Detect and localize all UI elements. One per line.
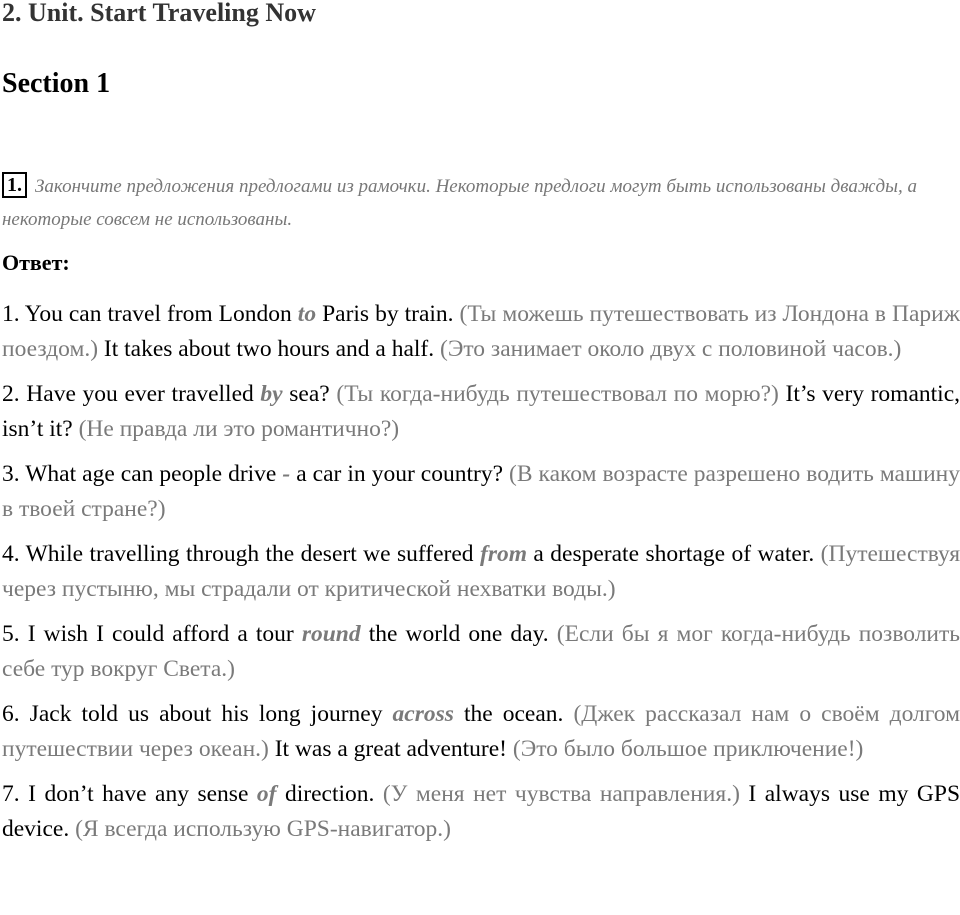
answer-text: 4. While travelling through the desert we suffered xyxy=(2,541,480,567)
russian-translation: (Не правда ли это романтично?) xyxy=(72,415,400,442)
answer-text: 6. Jack told us about his long journey xyxy=(2,701,393,727)
russian-translation: (В каком возрасте разрешено водить машину в твоей стране?) xyxy=(2,461,960,522)
answer-item-1 xyxy=(2,297,960,366)
answer-text: I always use my GPS device. xyxy=(2,781,960,842)
filled-preposition: of xyxy=(256,781,277,807)
answer-text: the world one day. xyxy=(360,621,549,647)
russian-translation: (У меня нет чувства направления.) xyxy=(374,781,740,807)
answer-text: Paris by train. xyxy=(316,301,454,327)
russian-translation: (Это было большое приключение!) xyxy=(507,735,864,762)
answer-text: 7. I don’t have any sense xyxy=(2,781,257,807)
section-title: Section 1 xyxy=(2,68,111,99)
answer-text: 3. What age can people drive xyxy=(2,461,283,487)
task-instruction-text: Закончите предложения предлогами из рамочки. Некоторые предлоги могут быть использованы дважды, а некоторые совсем не использованы. xyxy=(2,176,917,230)
answer-text: a desperate shortage of water. xyxy=(527,541,815,567)
russian-translation: (Джек рассказал нам о своём долгом путешествии через океан.) xyxy=(2,701,960,762)
russian-translation: (Я всегда использую GPS-навигатор.) xyxy=(69,815,451,842)
answer-item-3 xyxy=(2,457,960,526)
filled-preposition: from xyxy=(480,541,527,567)
filled-preposition: round xyxy=(301,621,361,647)
filled-preposition: across xyxy=(392,701,454,727)
answer-text: It takes about two hours and a half. xyxy=(98,335,435,362)
answer-item-7 xyxy=(2,777,960,846)
answer-item-5 xyxy=(2,617,960,686)
task-instruction-block xyxy=(2,170,960,236)
russian-translation: (Это занимает около двух с половиной часов.) xyxy=(434,335,902,362)
answers-list xyxy=(2,297,960,857)
russian-translation: (Если бы я мог когда-нибудь позволить себе тур вокруг Света.) xyxy=(2,621,960,682)
answer-text: sea? xyxy=(282,381,330,407)
russian-translation: (Ты когда-нибудь путешествовал по морю?) xyxy=(329,381,779,407)
answer-item-2 xyxy=(2,377,960,446)
answer-text: 5. I wish I could afford a tour xyxy=(2,621,302,647)
russian-translation: (Путешествуя через пустыню, мы страдали от критической нехватки воды.) xyxy=(2,541,960,602)
answer-text: direction. xyxy=(276,781,375,807)
unit-title: 2. Unit. Start Traveling Now xyxy=(2,0,316,27)
answer-text: It’s very romantic, isn’t it? xyxy=(2,381,960,442)
answer-text: the ocean. xyxy=(453,701,564,727)
filled-preposition: - xyxy=(282,461,291,487)
answer-text: a car in your country? xyxy=(290,461,504,487)
filled-preposition: by xyxy=(260,381,283,407)
russian-translation: (Ты можешь путешествовать из Лондона в Париж поездом.) xyxy=(2,301,960,362)
answer-text: 2. Have you ever travelled xyxy=(2,381,261,407)
answer-label: Ответ: xyxy=(2,250,70,275)
task-number-box: 1. xyxy=(2,172,27,198)
answer-item-6 xyxy=(2,697,960,766)
answer-item-4 xyxy=(2,537,960,606)
answer-text: 1. You can travel from London xyxy=(2,301,298,327)
filled-preposition: to xyxy=(297,301,317,327)
answer-text: It was a great adventure! xyxy=(268,735,507,762)
